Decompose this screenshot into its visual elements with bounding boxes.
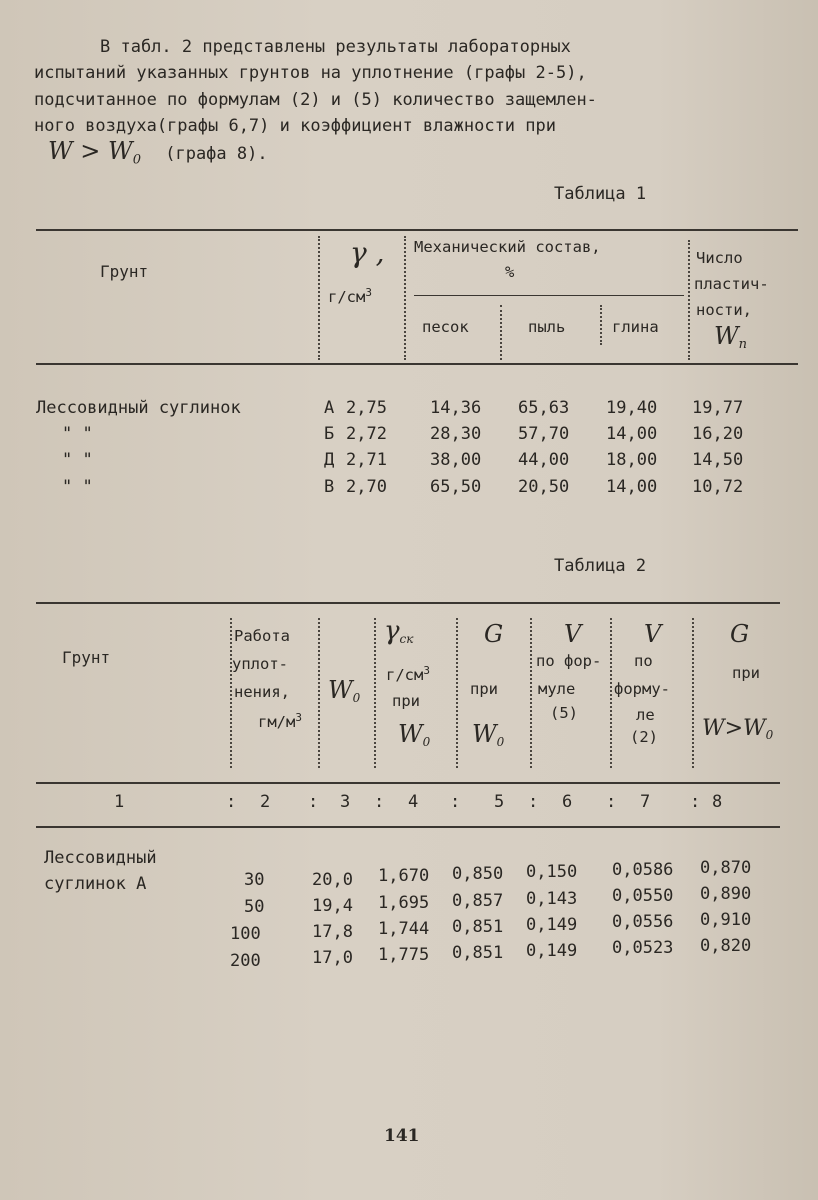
table1-row-type: В xyxy=(324,477,335,497)
table1-row-silt: 44,00 xyxy=(518,450,570,470)
table2-row-g: 0,851 xyxy=(452,943,504,963)
table1-row-name: Лессовидный суглинок xyxy=(36,398,241,418)
table2-header-g5: G xyxy=(484,620,504,648)
table1-row-sand: 14,36 xyxy=(430,398,482,418)
work-unit-sup: 3 xyxy=(295,711,302,724)
table1-col-divider xyxy=(600,305,602,345)
table2-row-g8: 0,890 xyxy=(700,884,752,904)
table2-row-w0: 19,4 xyxy=(312,896,353,916)
table1-row-clay: 19,40 xyxy=(606,398,658,418)
table1-row-clay: 14,00 xyxy=(606,424,658,444)
table2-col-sep: : xyxy=(690,792,701,812)
table2-row-w0: 17,0 xyxy=(312,948,353,968)
table2-header-v7-1: по xyxy=(634,652,653,670)
table2-row-g8: 0,820 xyxy=(700,936,752,956)
table2-row-gamma: 1,775 xyxy=(378,945,430,965)
table2-row-v2: 0,0550 xyxy=(612,886,674,906)
table2-col-sep: : xyxy=(450,792,461,812)
table1-col-divider xyxy=(404,236,406,360)
table2-col-number: 8 xyxy=(712,792,723,812)
table2-soil-name-2: суглинок А xyxy=(44,874,147,894)
table1-header-silt: пыль xyxy=(528,318,566,336)
table2-header-v7-3: ле xyxy=(636,706,655,724)
table2-col-divider xyxy=(530,618,532,768)
intro-tail: (графа 8). xyxy=(165,144,268,164)
table1-header-plast-1: Число xyxy=(696,249,743,267)
table2-col-sep: : xyxy=(226,792,237,812)
table2-col-number: 6 xyxy=(562,792,573,812)
intro-line-4: ного воздуха(графы 6,7) и коэффициент влажности при xyxy=(34,116,556,136)
table2-col-divider xyxy=(374,618,376,768)
table2-row-work: 100 xyxy=(230,924,261,944)
table2-col-sep: : xyxy=(528,792,539,812)
table1-row-name: " " xyxy=(62,477,93,497)
page-number: 141 xyxy=(384,1126,420,1146)
table1-col-divider xyxy=(500,305,502,360)
table2-row-w0: 17,8 xyxy=(312,922,353,942)
table1-row-gamma: 2,71 xyxy=(346,450,387,470)
table2-col-number: 3 xyxy=(340,792,351,812)
table2-header-work-1: Работа xyxy=(234,627,290,645)
table1-header-rule xyxy=(36,363,798,365)
table1-header-sand: песок xyxy=(422,318,469,336)
table1-row-sand: 38,00 xyxy=(430,450,482,470)
table2-header-v6-3: (5) xyxy=(550,704,578,722)
table2-col-number: 4 xyxy=(408,792,419,812)
gamma-symbol-sub: ск xyxy=(399,632,414,647)
table2-body-rule xyxy=(36,826,780,828)
table1-row-name: " " xyxy=(62,424,93,444)
intro-line-2: испытаний указанных грунтов на уплотнение (графы 2-5), xyxy=(34,63,587,83)
table1-row-type: А xyxy=(324,398,335,418)
table2-header-rule xyxy=(36,782,780,784)
plast-symbol: W xyxy=(714,322,739,350)
table2-header-v6: V xyxy=(564,620,582,648)
table2-row-work: 200 xyxy=(230,951,261,971)
table1-row-plast: 10,72 xyxy=(692,477,744,497)
table2-header-g8-cond xyxy=(702,716,773,742)
table1-row-gamma: 2,75 xyxy=(346,398,387,418)
table2-row-gamma: 1,670 xyxy=(378,866,430,886)
table2-row-v2: 0,0556 xyxy=(612,912,674,932)
table1-caption: Таблица 1 xyxy=(554,184,647,204)
table2-col-number: 2 xyxy=(260,792,271,812)
table2-col-sep: : xyxy=(308,792,319,812)
table2-col-divider xyxy=(610,618,612,768)
table2-row-v5: 0,143 xyxy=(526,889,578,909)
table2-row-g8: 0,870 xyxy=(700,858,752,878)
table1-row-plast: 14,50 xyxy=(692,450,744,470)
table1-col-divider xyxy=(688,240,690,360)
table1-header-mech-unit: % xyxy=(505,263,515,281)
table1-row-clay: 18,00 xyxy=(606,450,658,470)
table2-header-work-3: нения, xyxy=(234,683,290,701)
table2-header-gamma-at: при xyxy=(392,692,420,710)
table2-row-gamma: 1,695 xyxy=(378,893,430,913)
table2-row-work: 30 xyxy=(244,870,265,890)
table2-header-g8-at: при xyxy=(732,664,760,682)
table1-gamma-unit-text: г/см xyxy=(328,288,366,307)
g8-cond-symbol: W>W xyxy=(702,716,766,741)
table2-col-number: 7 xyxy=(640,792,651,812)
table2-header-v6-1: по фор- xyxy=(536,652,602,670)
table2-row-v2: 0,0586 xyxy=(612,860,674,880)
table2-header-gamma-w xyxy=(398,720,430,749)
table1-row-gamma: 2,72 xyxy=(346,424,387,444)
g5-w-symbol: W xyxy=(472,720,497,748)
table2-row-v5: 0,149 xyxy=(526,915,578,935)
table1-header-plast-3: ности, xyxy=(696,301,752,319)
table2-row-g: 0,850 xyxy=(452,864,504,884)
table2-col-divider xyxy=(230,618,232,768)
table2-header-work-2: уплот- xyxy=(232,655,288,673)
table2-row-gamma: 1,744 xyxy=(378,919,430,939)
table1-row-plast: 16,20 xyxy=(692,424,744,444)
table1-row-sand: 28,30 xyxy=(430,424,482,444)
gamma-w-sub: 0 xyxy=(422,735,431,750)
table1-row-silt: 20,50 xyxy=(518,477,570,497)
table2-header-v7: V xyxy=(644,620,662,648)
table2-col-number: 1 xyxy=(114,792,125,812)
table2-header-v7-4: (2) xyxy=(630,728,658,746)
table2-row-v2: 0,0523 xyxy=(612,938,674,958)
table2-row-v5: 0,149 xyxy=(526,941,578,961)
table1-top-rule xyxy=(36,229,798,231)
table1-row-type: Б xyxy=(324,424,335,444)
w0-symbol: W xyxy=(328,676,353,704)
table2-header-v7-2: форму- xyxy=(614,680,670,698)
intro-line-3: подсчитанное по формулам (2) и (5) количество защемлен- xyxy=(34,90,597,110)
table2-col-divider xyxy=(318,618,320,768)
table1-row-silt: 57,70 xyxy=(518,424,570,444)
table1-gamma-unit-sup: 3 xyxy=(365,286,372,299)
intro-formula: W > W xyxy=(48,137,133,165)
gamma-w-symbol: W xyxy=(398,720,423,748)
gamma-unit-sup: 3 xyxy=(423,664,430,677)
table2-col-sep: : xyxy=(374,792,385,812)
intro-formula-line xyxy=(48,138,268,173)
table2-caption: Таблица 2 xyxy=(554,556,647,576)
intro-line-1: В табл. 2 представлены результаты лабораторных xyxy=(100,37,571,57)
table2-col-divider xyxy=(692,618,694,768)
table1-mech-rule xyxy=(414,295,684,296)
plast-symbol-sub: п xyxy=(738,337,748,353)
table2-row-v5: 0,150 xyxy=(526,862,578,882)
table1-header-soil: Грунт xyxy=(100,262,149,281)
table1-row-name: " " xyxy=(62,450,93,470)
work-unit-text: гм/м xyxy=(258,713,296,732)
table1-header-gamma: γ , xyxy=(350,236,385,269)
table1-row-silt: 65,63 xyxy=(518,398,570,418)
table1-row-clay: 14,00 xyxy=(606,477,658,497)
table1-header-clay: глина xyxy=(612,318,659,336)
table1-row-gamma: 2,70 xyxy=(346,477,387,497)
table2-row-g: 0,857 xyxy=(452,891,504,911)
table2-row-g: 0,851 xyxy=(452,917,504,937)
table2-col-number: 5 xyxy=(494,792,505,812)
table2-header-gamma xyxy=(384,616,413,646)
table1-header-mech: Механический состав, xyxy=(414,238,601,256)
table2-header-g8: G xyxy=(730,620,750,648)
table2-header-w0 xyxy=(328,676,360,705)
w0-symbol-sub: 0 xyxy=(352,691,361,706)
table2-col-sep: : xyxy=(606,792,617,812)
table1-col-divider xyxy=(318,236,320,360)
intro-formula-sub: 0 xyxy=(132,152,141,168)
table1-header-plast-symbol xyxy=(714,322,747,352)
table1-row-sand: 65,50 xyxy=(430,477,482,497)
table2-top-rule xyxy=(36,602,780,604)
table2-soil-name-1: Лессовидный xyxy=(44,848,157,868)
table2-header-g5-w xyxy=(472,720,504,749)
table2-row-g8: 0,910 xyxy=(700,910,752,930)
table2-row-w0: 20,0 xyxy=(312,870,353,890)
table2-header-gamma-unit xyxy=(386,664,430,684)
table1-row-type: Д xyxy=(324,450,335,470)
table1-row-plast: 19,77 xyxy=(692,398,744,418)
gamma-unit-text: г/см xyxy=(386,666,424,685)
gamma-symbol: γ xyxy=(384,616,400,646)
table1-header-plast-2: пластич- xyxy=(694,275,769,293)
g5-w-sub: 0 xyxy=(496,735,505,750)
table2-col-divider xyxy=(456,618,458,768)
table2-header-v6-2: муле xyxy=(538,680,576,698)
g8-cond-sub: 0 xyxy=(765,728,774,743)
table1-header-gamma-unit xyxy=(328,286,372,306)
table2-header-work-4 xyxy=(258,711,302,731)
table2-header-soil: Грунт xyxy=(62,648,111,667)
table2-row-work: 50 xyxy=(244,897,265,917)
table2-header-g5-at: при xyxy=(470,680,498,698)
